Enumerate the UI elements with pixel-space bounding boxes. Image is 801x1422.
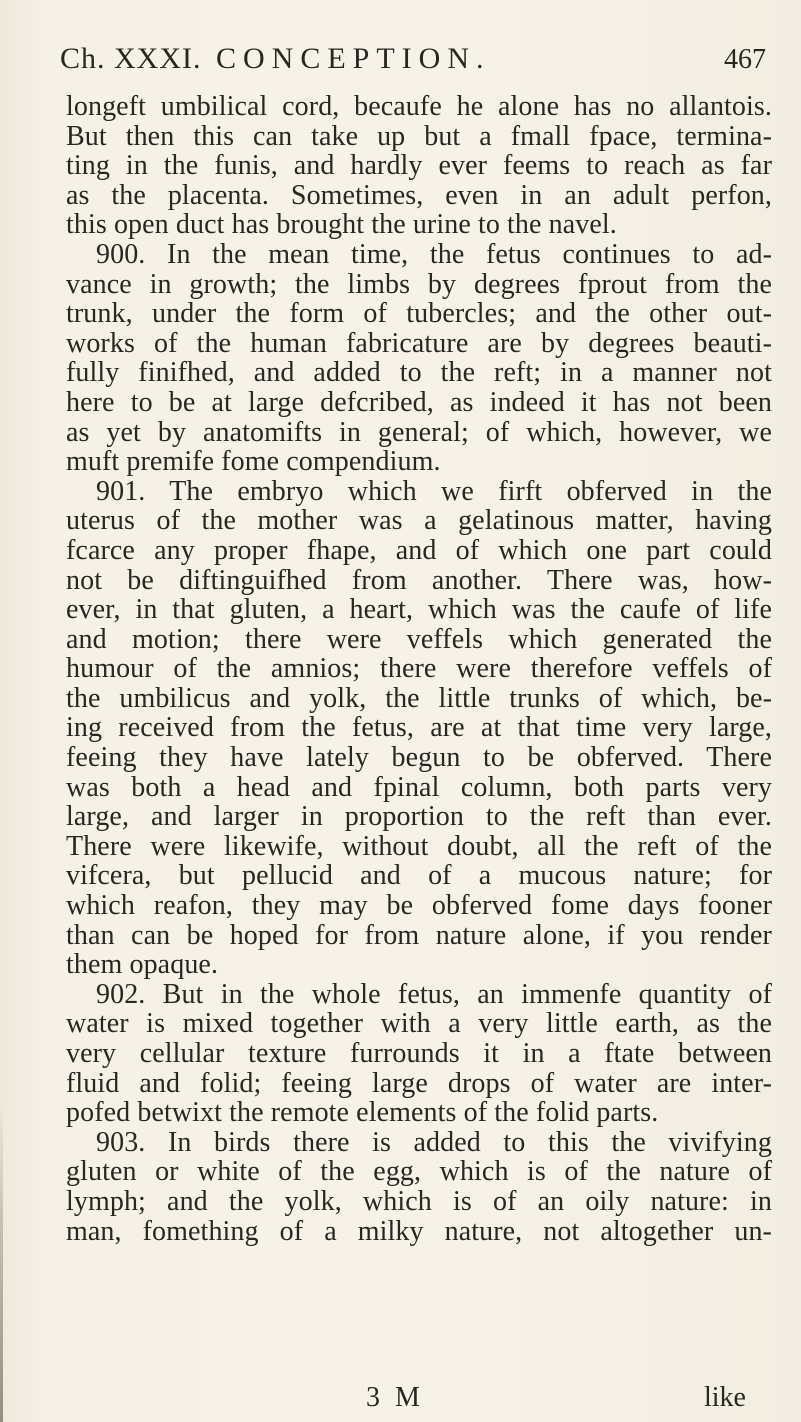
text-line: large, and larger in proportion to the reft than ever.	[66, 801, 772, 833]
text-line: 903. In birds there is added to this the vivifying	[96, 1126, 772, 1158]
text-line: 901. The embryo which we firft obferved in the	[96, 475, 772, 507]
text-line: lymph; and the yolk, which is of an oily nature: in	[66, 1185, 772, 1217]
text-line: fluid and folid; feeing large drops of water are inter-	[66, 1067, 772, 1099]
running-title: CONCEPTION.	[216, 42, 491, 75]
text-line: was both a head and fpinal column, both parts very	[66, 771, 772, 803]
text-line: 902. But in the whole fetus, an immenfe quantity of	[96, 978, 772, 1010]
text-line: them opaque.	[66, 949, 219, 981]
signature-mark: 3 M	[366, 1382, 424, 1413]
text-line: ing received from the fetus, are at that time very large,	[66, 712, 772, 744]
text-line: the umbilicus and yolk, the little trunks of which, be-	[66, 682, 772, 714]
running-header	[60, 36, 772, 84]
text-line: this open duct has brought the urine to the navel.	[66, 209, 617, 241]
text-line: as yet by anatomifts in general; of which, however, we	[66, 416, 772, 448]
text-line: than can be hoped for from nature alone, if you render	[66, 919, 772, 951]
text-line: ever, in that gluten, a heart, which was the caufe of life	[66, 594, 772, 626]
chapter-reference: Ch. XXXI.	[60, 42, 202, 75]
text-line: as the placenta. Sometimes, even in an adult perfon,	[66, 179, 772, 211]
text-line: works of the human fabricature are by degrees beauti-	[66, 327, 772, 359]
text-line: humour of the amnios; there were therefore veffels of	[66, 653, 772, 685]
text-line: longeft umbilical cord, becaufe he alone has no allantois.	[66, 91, 772, 122]
catchword: like	[704, 1382, 746, 1413]
page-number: 467	[724, 44, 766, 75]
page-edge-shadow	[0, 1100, 3, 1422]
text-line: uterus of the mother was a gelatinous matter, having	[66, 505, 772, 537]
text-line: water is mixed together with a very little earth, as the	[66, 1008, 772, 1040]
text-line: not be diftinguifhed from another. There was, how-	[66, 564, 772, 596]
text-line: feeing they have lately begun to be obferved. There	[66, 742, 772, 774]
text-line: pofed betwixt the remote elements of the folid parts.	[66, 1097, 659, 1129]
text-line: vifcera, but pellucid and of a mucous nature; for	[66, 860, 772, 892]
text-line: fully finifhed, and added to the reft; in a manner not	[66, 357, 772, 389]
text-line: 900. In the mean time, the fetus continues to ad-	[96, 238, 772, 270]
text-line: fcarce any proper fhape, and of which one part could	[66, 534, 772, 566]
text-line: ting in the funis, and hardly ever feems to reach as far	[66, 150, 772, 182]
text-line: man, fomething of a milky nature, not altogether un-	[66, 1215, 772, 1247]
text-line: trunk, under the form of tubercles; and the other out-	[66, 298, 772, 330]
text-line: vance in growth; the limbs by degrees fprout from the	[66, 268, 772, 300]
body-text	[66, 92, 772, 1246]
text-line: But then this can take up but a fmall fpace, termina-	[66, 120, 772, 152]
page-footer	[0, 1382, 801, 1416]
text-line: muft premife fome compendium.	[66, 446, 441, 478]
text-line: and motion; there were veffels which generated the	[66, 623, 772, 655]
text-line: There were likewife, without doubt, all the reft of the	[66, 830, 772, 862]
text-line: here to be at large defcribed, as indeed it has not been	[66, 386, 772, 418]
text-line: gluten or white of the egg, which is of the nature of	[66, 1156, 772, 1188]
text-line: very cellular texture furrounds it in a ftate between	[66, 1038, 772, 1069]
text-line: which reafon, they may be obferved fome days fooner	[66, 890, 772, 922]
